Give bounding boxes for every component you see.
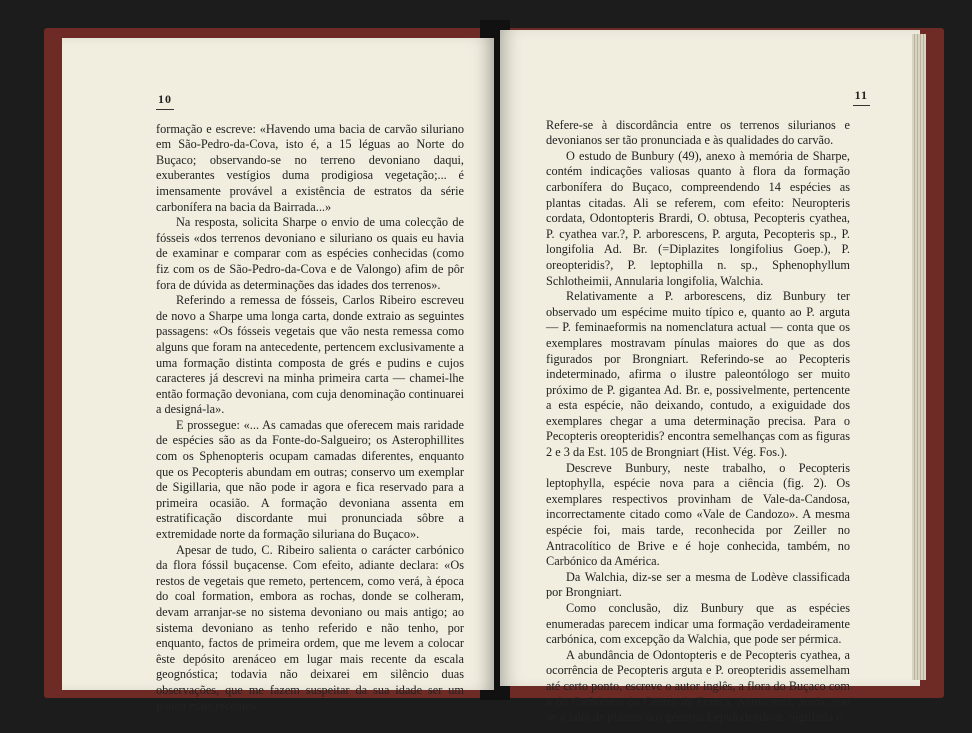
paragraph: Apesar de tudo, C. Ribeiro salienta o carácter carbónico da flora fóssil buçacense. Com efeito, adiante declara: «Os restos de vegetais que remeto, pertencem, como verá, à época do coal formation, embora as rochas, donde se colheram, devam arranjar-se no sistema devoniano ou mais antigo; ao sistema devoniano as tenho referido e não tenho, por enquanto, factos de primeira ordem, que me levem a colocar êste depósito arenáceo em lugar mais recente da escala geognóstica; todavia não deixarei em silêncio duas observações, que me fazem suspeitar da sua idade ser um pouco mais recente». bbox=[156, 542, 464, 713]
paragraph: Relativamente a P. arborescens, diz Bunbury ter observado um espécime muito típico e, quanto ao P. arguta — P. feminaeformis na nomenclatura actual — conta que os exemplares mostravam pínulas maiores do que as dos figurados por Brongniart. Referindo-se ao Pecopteris indeterminado, afirma o ilustre paleontólogo ser muito próximo de P. gigantea Ad. Br. e, possivelmente, pertencente a esta espécie, não deixando, contudo, a exiguidade dos exemplares chegar a uma determinação precisa. Para o Pecopteris oreopteridis? encontra semelhanças com as figuras 2 e 3 da Est. 105 de Brongniart (Hist. Vég. Fos.). bbox=[546, 289, 850, 460]
paragraph: O estudo de Bunbury (49), anexo à memória de Sharpe, contém indicações valiosas quanto à flora da formação carbonífera do Buçaco, compreendendo 14 espécies as plantas citadas. Ali se referem, com efeito: Neuropteris cordata, Odontopteris Brardi, O. obtusa, Pecopteris cyathea, P. cyathea var.?, P. arborescens, P. arguta, Pecopteris sp., P. longifolia Ad. Br. (=Diplazites longifolius Goep.), P. oreopteridis?, P. leptophilla n. sp., Sphenophyllum Schlotheimii, Annularia longifolia, Walchia. bbox=[546, 148, 850, 288]
paragraph: Da Walchia, diz-se ser a mesma de Lodève classificada por Brongniart. bbox=[546, 569, 850, 600]
paragraph: E prossegue: «... As camadas que oferecem mais raridade de espécies são as da Fonte-do-Salgueiro; os Asterophillites com os Sphenopteris ocupam camadas diferentes, enquanto que os Pecopteris abundam em outras; conservo um exemplar de Sigillaria, que não pode ir agora e fica reservado para a primeira ocasião. A formação devoniana assenta em estratificação discordante mui pronunciada sôbre a extremidade norte da formação siluriana do Buçaco». bbox=[156, 417, 464, 542]
paragraph: Refere-se à discordância entre os terrenos silurianos e devonianos ser tão pronunciada e às qualidades do carvão. bbox=[546, 117, 850, 148]
left-page bbox=[62, 38, 494, 713]
paragraph: Referindo a remessa de fósseis, Carlos Ribeiro escreveu de novo a Sharpe uma longa carta, donde extraio as seguintes passagens: «Os fósseis vegetais que vão nesta remessa como alguns que foram na antecedente, pertencem exclusivamente a uma formação distinta composta de grés e pudins e cujos caracteres já descrevi na minha primeira carta — chamei-lhe então formação devoniana, com cuja denominação continuarei a designá-la». bbox=[156, 293, 464, 417]
right-page bbox=[500, 30, 920, 725]
paragraph: Na resposta, solicita Sharpe o envio de uma colecção de fósseis «dos terrenos devoniano e siluriano os quais eu havia de examinar e comparar com as espécies conhecidas (como fiz com os de São-Pedro-da-Cova e de Valongo) afim de pôr fora de dúvida as determinações das idades dos terrenos». bbox=[156, 215, 464, 292]
page-number: 10 bbox=[156, 92, 174, 110]
paragraph: Como conclusão, diz Bunbury que as espécies enumeradas parecem indicar uma formação verdadeiramente carbónica, com excepção da Walchia, que pode ser pérmica. bbox=[546, 601, 850, 647]
paragraph: Descreve Bunbury, neste trabalho, o Pecopteris leptophylla, espécie nova para a ciência (fig. 2). Os exemplares respectivos provinham de Vale-da-Candosa, incorrectamente citado como «Vale de Candozo». A mesma espécie foi, mais tarde, reconhecida por Zeiller no Antracolítico de Brive e é hoje conhecida, também, no Carbónico da América. bbox=[546, 460, 850, 569]
page-number: 11 bbox=[853, 88, 870, 106]
paragraph: formação e escreve: «Havendo uma bacia de carvão siluriano em São-Pedro-da-Cova, isto é, a 15 léguas ao Norte do Buçaco; observando-se no terreno devoniano daqui, exuberantes vestígios duma prodigiosa vegetação;... é imensamente provável a existência de estratos da série carbonífera na bacia da Bairrada...» bbox=[156, 121, 464, 214]
page-edges bbox=[912, 34, 926, 680]
paragraph: A abundância de Odontopteris e de Pecopteris cyathea, a ocorrência de Pecopteris arguta e P. oreopteridis assemelham até certo ponto, escreve o autor inglês, a flora do Buçaco com a do Carbónico do Centro da França. Acrescenta, ainda, que se a falta de plantas dos géneros Lepidodendron, Sigillaria e bbox=[546, 647, 850, 725]
